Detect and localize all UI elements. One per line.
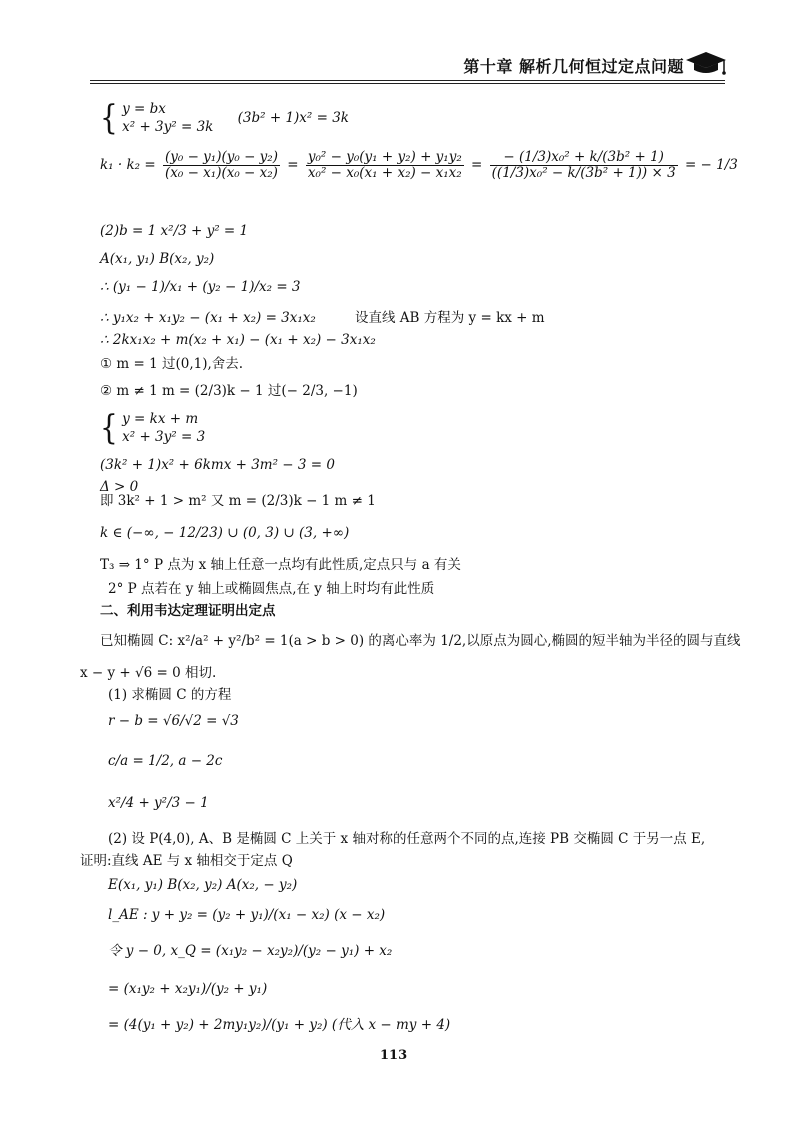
equals-sign: = <box>471 157 483 173</box>
problem-statement-line-1: 已知椭圆 C: x²/a² + y²/b² = 1(a > b > 0) 的离心率为 1/2,以原点为圆心,椭圆的短半轴为半径的圆与直线 <box>100 633 741 649</box>
slope-product-result: = − 1/3 <box>684 157 738 173</box>
running-header <box>90 48 730 82</box>
conclusion-2: 2° P 点若在 y 轴上或椭圆焦点,在 y 轴上时均有此性质 <box>108 581 435 597</box>
part-2-statement-line-1: (2) 设 P(4,0), A、B 是椭圆 C 上关于 x 轴对称的任意两个不同的点,连接 PB 交椭圆 C 于另一点 E, <box>108 831 706 847</box>
slope-product-lhs: k₁ · k₂ = <box>100 157 156 173</box>
fraction-3-numerator: − (1/3)x₀² + k/(3b² + 1) <box>490 150 678 166</box>
fraction-2-numerator: y₀² − y₀(y₁ + y₂) + y₁y₂ <box>307 149 462 165</box>
system-1-line-b: x² + 3y² = 3k <box>122 119 214 135</box>
conclusion-1: T₃ ⇒ 1° P 点为 x 轴上任意一点均有此性质,定点只与 a 有关 <box>100 557 461 573</box>
system-2-line-b: x² + 3y² = 3 <box>122 429 206 445</box>
slope-sum-condition: ∴ (y₁ − 1)/x₁ + (y₂ − 1)/x₂ = 3 <box>100 279 301 295</box>
eccentricity-calc: c/a = 1/2, a − 2c <box>108 753 223 769</box>
fraction-1-numerator: (y₀ − y₁)(y₀ − y₂) <box>164 149 278 165</box>
line-ab-assumption: 设直线 AB 方程为 y = kx + m <box>355 310 545 326</box>
case-2: ② m ≠ 1 m = (2/3)k − 1 过(− 2/3, −1) <box>100 383 358 399</box>
system-2-line-a: y = kx + m <box>122 411 199 427</box>
xq-simplified: = (x₁y₂ + x₂y₁)/(y₂ + y₁) <box>108 981 268 997</box>
k-range: k ∈ (−∞, − 12/23) ∪ (0, 3) ∪ (3, +∞) <box>100 525 350 541</box>
expanded-condition: ∴ y₁x₂ + x₁y₂ − (x₁ + x₂) = 3x₁x₂ <box>100 310 316 326</box>
section-heading: 二、利用韦达定理证明出定点 <box>100 603 276 619</box>
header-rule <box>90 80 725 81</box>
xq-derivation: 令 y − 0, x_Q = (x₁y₂ − x₂y₂)/(y₂ − y₁) + x₂ <box>108 943 393 959</box>
page-number: 113 <box>380 1048 408 1063</box>
part-1-question: (1) 求椭圆 C 的方程 <box>108 687 232 703</box>
equation-system-1: { y = bx x² + 3y² = 3k (3b² + 1)x² = 3k <box>100 97 349 138</box>
graduation-cap-icon <box>684 48 728 78</box>
points-eba: E(x₁, y₁) B(x₂, y₂) A(x₂, − y₂) <box>108 877 298 893</box>
substituted-condition: ∴ 2kx₁x₂ + m(x₂ + x₁) − (x₁ + x₂) − 3x₁x₂ <box>100 332 376 348</box>
case-1: ① m = 1 过(0,1),舍去. <box>100 356 244 372</box>
equals-sign: = <box>287 157 299 173</box>
radius-calc: r − b = √6/√2 = √3 <box>108 713 239 729</box>
part-2-setup: (2)b = 1 x²/3 + y² = 1 <box>100 223 249 239</box>
part-2-statement-line-2: 证明:直线 AE 与 x 轴相交于定点 Q <box>80 853 293 869</box>
parameter-condition: 即 3k² + 1 > m² 又 m = (2/3)k − 1 m ≠ 1 <box>100 493 376 509</box>
system-1-result: (3b² + 1)x² = 3k <box>237 109 349 126</box>
chapter-title: 第十章 解析几何恒过定点问题 <box>463 57 684 76</box>
discriminant-condition: Δ > 0 <box>100 479 139 495</box>
fraction-3-denominator: ((1/3)x₀² − k/(3b² + 1)) × 3 <box>491 165 676 181</box>
xq-substituted: = (4(y₁ + y₂) + 2my₁y₂)/(y₁ + y₂) (代入 x − my + 4) <box>108 1017 451 1033</box>
system-1-line-a: y = bx <box>122 101 166 117</box>
fraction-1-denominator: (x₀ − x₁)(x₀ − x₂) <box>164 165 278 181</box>
ellipse-equation: x²/4 + y²/3 − 1 <box>108 795 209 811</box>
equation-system-2: { y = kx + m x² + 3y² = 3 <box>100 407 206 448</box>
fraction-2-denominator: x₀² − x₀(x₁ + x₂) − x₁x₂ <box>307 165 462 181</box>
points-ab: A(x₁, y₁) B(x₂, y₂) <box>100 251 215 267</box>
quadratic-equation: (3k² + 1)x² + 6kmx + 3m² − 3 = 0 <box>100 457 335 473</box>
line-ae-equation: l_AE : y + y₂ = (y₂ + y₁)/(x₁ − x₂) (x − x₂) <box>108 907 386 923</box>
header-rule-thin <box>90 83 725 84</box>
problem-statement-line-2: x − y + √6 = 0 相切. <box>80 665 217 681</box>
slope-product-line <box>100 150 738 181</box>
